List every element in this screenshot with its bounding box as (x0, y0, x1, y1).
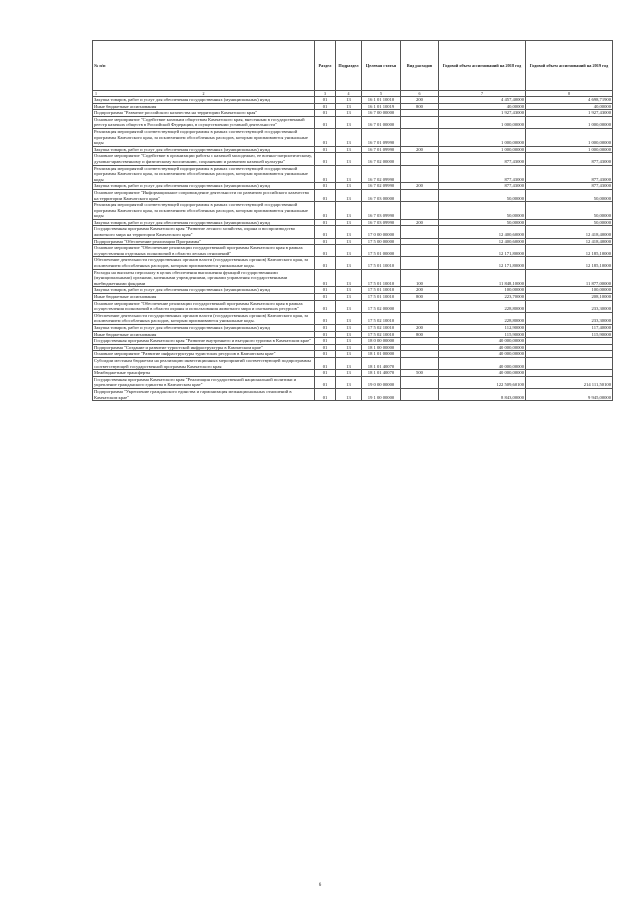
row-section: 01 (315, 351, 336, 358)
row-volume-2018: 115,90000 (439, 331, 526, 338)
row-target-article: 17 5 02 10010 (362, 312, 401, 324)
row-name: Подпрограмма "Обеспечение реализации Программы" (93, 238, 315, 245)
page-number: 6 (318, 883, 322, 888)
row-section: 01 (315, 344, 336, 351)
row-volume-2018: 40 000,00000 (439, 351, 526, 358)
row-target-article: 17 5 02 10010 (362, 324, 401, 331)
header-volume-2019: Годовой объем ассигнований на 2019 год (526, 41, 613, 91)
row-volume-2018: 12 400,60000 (439, 238, 526, 245)
row-volume-2019: 117,40000 (526, 324, 613, 331)
row-name: Расходы на выплаты персоналу в целях обеспечения выполнения функций государственными (муниципальными) органами, казенными учреждениями, органами управления государственными внебюджетными фондами (93, 269, 315, 287)
row-target-article: 16 1 01 10010 (362, 97, 401, 104)
row-subsection: 13 (336, 146, 362, 153)
row-volume-2018: 1 000,00000 (439, 116, 526, 128)
header-volume-2018: Годовой объем ассигнований на 2018 год (439, 41, 526, 91)
row-volume-2019: 50,00000 (526, 202, 613, 220)
row-volume-2019 (526, 338, 613, 345)
row-volume-2018: 4 457,40000 (439, 97, 526, 104)
colnum-7: 7 (439, 91, 526, 97)
table-row (93, 189, 613, 201)
table-row (93, 165, 613, 183)
row-volume-2019: 50,00000 (526, 189, 613, 201)
row-name: Реализация мероприятий соответствующей подпрограммы в рамках соответствующей государственной программы Камчатского края, за исключением обособленных расходов, которым присваиваются уникальные коды (93, 165, 315, 183)
row-subsection: 13 (336, 312, 362, 324)
colnum-3: 3 (315, 91, 336, 97)
row-volume-2019 (526, 344, 613, 351)
row-section: 01 (315, 245, 336, 257)
row-name: Межбюджетные трансферты (93, 370, 315, 377)
table-row (93, 202, 613, 220)
row-volume-2019: 100,00000 (526, 287, 613, 294)
row-name: Подпрограмма "Развитие российского казачества на территории Камчатского края" (93, 110, 315, 117)
row-name: Закупка товаров, работ и услуг для обеспечения государственных (муниципальных) нужд (93, 97, 315, 104)
row-expense-type (401, 165, 439, 183)
table-row (93, 257, 613, 269)
row-volume-2019: 12 418,40000 (526, 226, 613, 238)
colnum-1: 1 (95, 91, 97, 96)
budget-table-sheet (92, 40, 612, 401)
row-volume-2019: 214 111,50100 (526, 376, 613, 388)
row-volume-2019: 1 000,00000 (526, 116, 613, 128)
row-volume-2018: 112,90000 (439, 324, 526, 331)
row-name: Основное мероприятие "Развитие инфраструктуры туристских ресурсов в Камчатском крае" (93, 351, 315, 358)
row-volume-2018: 40 000,00000 (439, 357, 526, 369)
table-row (93, 110, 613, 117)
row-expense-type (401, 351, 439, 358)
row-subsection: 13 (336, 219, 362, 226)
row-subsection: 13 (336, 294, 362, 301)
row-expense-type: 100 (401, 269, 439, 287)
row-volume-2018: 12 171,80000 (439, 245, 526, 257)
row-expense-type: 800 (401, 331, 439, 338)
row-target-article: 16 7 02 09990 (362, 183, 401, 190)
row-expense-type (401, 128, 439, 146)
row-volume-2018: 40,00000 (439, 103, 526, 110)
colnum-4: 4 (336, 91, 362, 97)
header-target-article: Целевая статья (362, 41, 401, 91)
row-expense-type (401, 202, 439, 220)
table-row (93, 294, 613, 301)
row-volume-2019: 1 000,00000 (526, 128, 613, 146)
row-subsection: 13 (336, 370, 362, 377)
row-expense-type (401, 153, 439, 165)
row-subsection: 13 (336, 351, 362, 358)
row-target-article: 17 5 02 10010 (362, 331, 401, 338)
row-name: Иные бюджетные ассигнования (93, 294, 315, 301)
table-row (93, 357, 613, 369)
colnum-2: 2 (202, 91, 205, 96)
row-section: 01 (315, 183, 336, 190)
row-expense-type (401, 238, 439, 245)
budget-table (92, 40, 613, 401)
row-section: 01 (315, 300, 336, 312)
row-name: Обеспечение деятельности государственных органов власти (государственных органов) Камчатского края, за исключением обособленных расходов, которым присваиваются уникальные коды. (93, 312, 315, 324)
table-row (93, 103, 613, 110)
row-volume-2018: 1 000,00000 (439, 146, 526, 153)
row-volume-2019: 40,00000 (526, 103, 613, 110)
row-volume-2018: 122 509,60100 (439, 376, 526, 388)
table-row (93, 116, 613, 128)
row-section: 01 (315, 312, 336, 324)
row-name: Иные бюджетные ассигнования (93, 331, 315, 338)
row-section: 01 (315, 287, 336, 294)
row-name: Иные бюджетные ассигнования (93, 103, 315, 110)
row-subsection: 13 (336, 245, 362, 257)
row-name: Закупка товаров, работ и услуг для обеспечения государственных (муниципальных) нужд (93, 183, 315, 190)
row-volume-2019: 233,30000 (526, 300, 613, 312)
row-expense-type: 200 (401, 324, 439, 331)
row-target-article: 17 5 01 10010 (362, 269, 401, 287)
colnum-6: 6 (401, 91, 439, 97)
row-expense-type (401, 312, 439, 324)
row-volume-2018: 228,80000 (439, 300, 526, 312)
row-volume-2019: 208,10000 (526, 294, 613, 301)
row-target-article: 18 1 01 00000 (362, 351, 401, 358)
row-volume-2018: 40 000,00000 (439, 370, 526, 377)
row-volume-2018: 228,80000 (439, 312, 526, 324)
row-target-article: 17 5 01 10010 (362, 287, 401, 294)
row-section: 01 (315, 324, 336, 331)
row-volume-2018: 40 000,00000 (439, 344, 526, 351)
table-header-row (93, 41, 613, 91)
row-volume-2019: 233,30000 (526, 312, 613, 324)
row-section: 01 (315, 165, 336, 183)
row-subsection: 13 (336, 116, 362, 128)
row-subsection: 13 (336, 269, 362, 287)
row-volume-2019: 1 927,43000 (526, 110, 613, 117)
row-subsection: 13 (336, 153, 362, 165)
row-section: 01 (315, 189, 336, 201)
row-expense-type (401, 245, 439, 257)
row-subsection: 13 (336, 97, 362, 104)
row-subsection: 13 (336, 165, 362, 183)
table-row (93, 269, 613, 287)
row-section: 01 (315, 269, 336, 287)
table-row (93, 300, 613, 312)
row-expense-type (401, 189, 439, 201)
row-target-article: 18 1 00 00000 (362, 344, 401, 351)
colnum-1-2 (93, 91, 315, 97)
row-name: Основное мероприятие "Информационное сопровождение деятельности по развитию российского казачества на территории Камчатского края" (93, 189, 315, 201)
row-name: Основное мероприятие "Обеспечение реализации государственной программы Камчатского края в рамках осуществления полномочий в области охраны и использования животного мира и охотничьих ресурсов" (93, 300, 315, 312)
row-volume-2018: 877,43000 (439, 183, 526, 190)
row-volume-2019: 115,90000 (526, 331, 613, 338)
table-row (93, 245, 613, 257)
table-row (93, 287, 613, 294)
row-name: Субсидии местным бюджетам на реализацию инвестиционных мероприятий соответствующей подпрограммы соответствующей государственной программы Камчатского края (93, 357, 315, 369)
row-subsection: 13 (336, 338, 362, 345)
row-target-article: 16 7 02 00000 (362, 153, 401, 165)
row-target-article: 16 7 03 09990 (362, 219, 401, 226)
row-target-article: 18 1 01 40070 (362, 370, 401, 377)
row-expense-type (401, 257, 439, 269)
row-subsection: 13 (336, 331, 362, 338)
row-name: Государственная программа Камчатского края "Развитие лесного хозяйства, охрана и воспроизводство животного мира на территории Камчатского края" (93, 226, 315, 238)
row-volume-2018: 1 000,00000 (439, 128, 526, 146)
row-volume-2018: 12 171,80000 (439, 257, 526, 269)
row-subsection: 13 (336, 344, 362, 351)
row-volume-2019: 1 000,00000 (526, 146, 613, 153)
row-volume-2019 (526, 370, 613, 377)
row-section: 01 (315, 202, 336, 220)
table-row (93, 388, 613, 400)
table-row (93, 331, 613, 338)
row-volume-2019: 877,43000 (526, 183, 613, 190)
table-row (93, 97, 613, 104)
row-volume-2018: 50,00000 (439, 189, 526, 201)
row-name: Закупка товаров, работ и услуг для обеспечения государственных (муниципальных) нужд (93, 219, 315, 226)
row-expense-type (401, 300, 439, 312)
row-target-article: 17 5 01 00000 (362, 245, 401, 257)
row-volume-2018: 223,70000 (439, 294, 526, 301)
row-name: Государственная программа Камчатского края "Реализация государственной национальной политики и укрепление гражданского единства в Камчатском крае" (93, 376, 315, 388)
table-row (93, 146, 613, 153)
row-volume-2019 (526, 357, 613, 369)
row-target-article: 16 7 01 00000 (362, 116, 401, 128)
row-expense-type (401, 110, 439, 117)
row-section: 01 (315, 294, 336, 301)
row-section: 01 (315, 146, 336, 153)
header-section: Раздел (315, 41, 336, 91)
row-name: Основное мероприятие "Содействие в организации работы с казачьей молодежью, ее военно-патриотическому, духовно-нравственному и физическому воспитанию, сохранению и развитию казачьей культуры" (93, 153, 315, 165)
row-volume-2019: 50,00000 (526, 219, 613, 226)
row-section: 01 (315, 153, 336, 165)
table-row (93, 344, 613, 351)
row-volume-2019: 12 185,10000 (526, 257, 613, 269)
row-subsection: 13 (336, 238, 362, 245)
table-row (93, 226, 613, 238)
table-row (93, 153, 613, 165)
row-section: 01 (315, 110, 336, 117)
table-row (93, 238, 613, 245)
row-target-article: 16 1 01 10019 (362, 103, 401, 110)
table-row (93, 376, 613, 388)
row-section: 01 (315, 226, 336, 238)
row-volume-2018: 12 400,60000 (439, 226, 526, 238)
row-subsection: 13 (336, 287, 362, 294)
table-row (93, 312, 613, 324)
table-row (93, 351, 613, 358)
row-expense-type: 200 (401, 183, 439, 190)
row-target-article: 18 0 00 00000 (362, 338, 401, 345)
row-volume-2018: 50,00000 (439, 219, 526, 226)
row-section: 01 (315, 116, 336, 128)
row-section: 01 (315, 376, 336, 388)
row-name: Закупка товаров, работ и услуг для обеспечения государственных (муниципальных) нужд (93, 324, 315, 331)
row-expense-type (401, 388, 439, 400)
table-row (93, 370, 613, 377)
row-expense-type (401, 357, 439, 369)
row-subsection: 13 (336, 103, 362, 110)
row-section: 01 (315, 103, 336, 110)
row-volume-2018: 877,43000 (439, 165, 526, 183)
row-target-article: 17 5 01 10010 (362, 294, 401, 301)
row-section: 01 (315, 338, 336, 345)
row-section: 01 (315, 331, 336, 338)
table-row (93, 128, 613, 146)
row-subsection: 13 (336, 388, 362, 400)
row-expense-type: 200 (401, 219, 439, 226)
row-subsection: 13 (336, 257, 362, 269)
row-name: Государственная программа Камчатского края "Развитие внутреннего и въездного туризма в Камчатском крае" (93, 338, 315, 345)
row-expense-type: 200 (401, 287, 439, 294)
row-volume-2019: 9 945,00000 (526, 388, 613, 400)
row-name: Закупка товаров, работ и услуг для обеспечения государственных (муниципальных) нужд (93, 146, 315, 153)
row-section: 01 (315, 257, 336, 269)
row-volume-2018: 50,00000 (439, 202, 526, 220)
row-volume-2019: 12 418,40000 (526, 238, 613, 245)
row-section: 01 (315, 97, 336, 104)
row-section: 01 (315, 219, 336, 226)
row-volume-2018: 11 848,10000 (439, 269, 526, 287)
row-subsection: 13 (336, 357, 362, 369)
row-target-article: 17 5 01 10010 (362, 257, 401, 269)
row-name: Закупка товаров, работ и услуг для обеспечения государственных (муниципальных) нужд (93, 287, 315, 294)
row-name: Реализация мероприятий соответствующей подпрограммы в рамках соответствующей государственной программы Камчатского края, за исключением обособленных расходов, которым присваиваются уникальные коды (93, 128, 315, 146)
row-target-article: 19 1 00 00000 (362, 388, 401, 400)
row-name: Обеспечение деятельности государственных органов власти (государственных органов) Камчатского края, за исключением обособленных расходов, которым присваиваются уникальные коды. (93, 257, 315, 269)
row-volume-2019: 12 185,10000 (526, 245, 613, 257)
row-section: 01 (315, 370, 336, 377)
row-target-article: 16 7 02 09990 (362, 165, 401, 183)
row-expense-type (401, 344, 439, 351)
row-volume-2019: 4 698,71900 (526, 97, 613, 104)
colnum-5: 5 (362, 91, 401, 97)
row-target-article: 17 5 00 00000 (362, 238, 401, 245)
row-subsection: 13 (336, 300, 362, 312)
table-row (93, 338, 613, 345)
row-expense-type (401, 226, 439, 238)
row-subsection: 13 (336, 183, 362, 190)
row-volume-2018: 1 927,43000 (439, 110, 526, 117)
row-name: Подпрограмма "Создание и развитие туристской инфраструктуры в Камчатском крае" (93, 344, 315, 351)
row-volume-2019 (526, 351, 613, 358)
row-subsection: 13 (336, 128, 362, 146)
row-subsection: 13 (336, 189, 362, 201)
colnum-8: 8 (526, 91, 613, 97)
row-expense-type: 800 (401, 103, 439, 110)
header-expense-type: Вид расходов (401, 41, 439, 91)
header-num: № п/п (93, 41, 315, 91)
row-volume-2018: 40 000,00000 (439, 338, 526, 345)
row-volume-2018: 8 843,00000 (439, 388, 526, 400)
row-subsection: 13 (336, 202, 362, 220)
row-subsection: 13 (336, 110, 362, 117)
row-subsection: 13 (336, 376, 362, 388)
row-name: Основное мероприятие "Содействие казачьим обществам Камчатского края, внесенным в государственный реестр казачьих обществ в Российской Федерации, в осуществлении уставной деятельности" (93, 116, 315, 128)
row-target-article: 16 7 00 00000 (362, 110, 401, 117)
row-target-article: 17 0 00 00000 (362, 226, 401, 238)
row-expense-type (401, 376, 439, 388)
table-body (93, 97, 613, 401)
row-expense-type: 200 (401, 97, 439, 104)
table-row (93, 219, 613, 226)
row-target-article: 16 7 01 09990 (362, 146, 401, 153)
row-volume-2019: 877,43000 (526, 153, 613, 165)
row-section: 01 (315, 388, 336, 400)
row-name: Реализация мероприятий соответствующей подпрограммы в рамках соответствующей государственной программы Камчатского края, за исключением обособленных расходов, которым присваиваются уникальные коды (93, 202, 315, 220)
table-row (93, 183, 613, 190)
row-expense-type (401, 116, 439, 128)
row-expense-type: 500 (401, 370, 439, 377)
row-expense-type: 800 (401, 294, 439, 301)
row-expense-type: 200 (401, 146, 439, 153)
row-target-article: 16 7 01 09990 (362, 128, 401, 146)
row-target-article: 16 7 03 09990 (362, 202, 401, 220)
row-target-article: 17 5 02 00000 (362, 300, 401, 312)
row-section: 01 (315, 128, 336, 146)
row-expense-type (401, 338, 439, 345)
row-section: 01 (315, 357, 336, 369)
row-target-article: 16 7 03 00000 (362, 189, 401, 201)
row-volume-2019: 11 877,00000 (526, 269, 613, 287)
row-subsection: 13 (336, 226, 362, 238)
row-name: Подпрограмма "Укрепление гражданского единства и гармонизация межнациональных отношений в Камчатском крае" (93, 388, 315, 400)
row-subsection: 13 (336, 324, 362, 331)
row-volume-2019: 877,43000 (526, 165, 613, 183)
row-section: 01 (315, 238, 336, 245)
row-target-article: 19 0 00 00000 (362, 376, 401, 388)
table-row (93, 324, 613, 331)
row-name: Основное мероприятие "Обеспечение реализации государственной программы Камчатского края в рамках осуществления отдельных полномочий в области лесных отношений" (93, 245, 315, 257)
header-subsection: Подраздел (336, 41, 362, 91)
row-volume-2018: 877,43000 (439, 153, 526, 165)
row-target-article: 18 1 01 40070 (362, 357, 401, 369)
row-volume-2018: 100,00000 (439, 287, 526, 294)
